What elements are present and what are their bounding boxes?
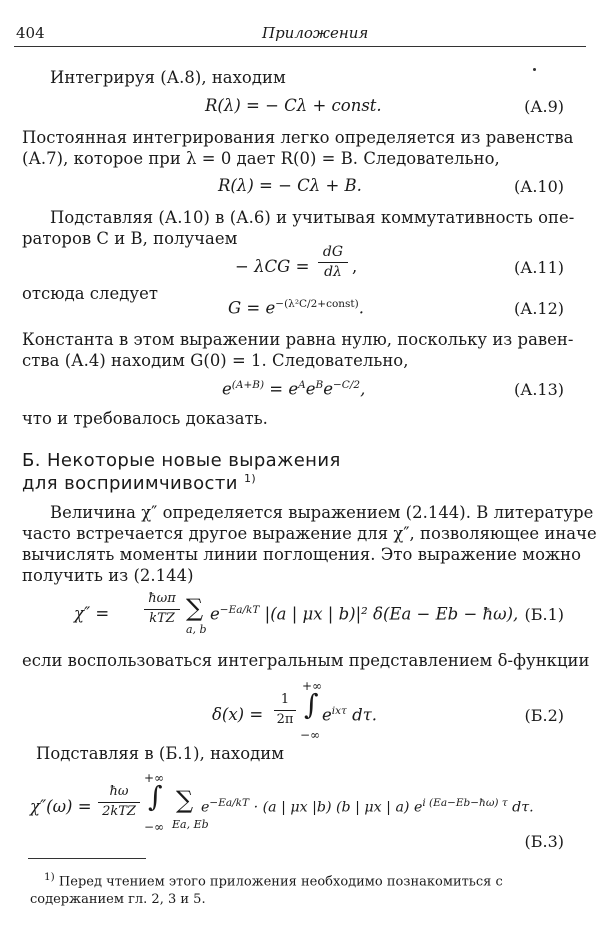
equation-b1-numerator: ħωπ [148, 591, 176, 606]
equation-a11-comma: , [352, 257, 358, 276]
equation-number-a10: (А.10) [513, 177, 564, 196]
equation-b3-integral: ∫ [148, 780, 163, 813]
equation-b2-numerator: 1 [280, 692, 290, 707]
equation-b3-sum: ∑ [176, 786, 194, 814]
paragraph-a6: что и требовалось доказать. [22, 409, 268, 428]
equation-b3-sum-index: Ea, Eb [172, 818, 209, 831]
equation-a12-base: G = e [228, 298, 276, 318]
equation-a12-exponent: −(λ²C/2+const) [275, 298, 359, 310]
heading-footnote-marker: 1) [243, 472, 257, 485]
equation-b3-numerator: ħω [109, 784, 129, 799]
equation-b2-body: $e^{ix\tau}$ dτ. [322, 705, 378, 725]
paragraph-a5-line1: Константа в этом выражении равна нулю, поскольку из равен- [22, 330, 574, 349]
paragraph-b1-line2: часто встречается другое выражение для χ″, позволяющее иначе [22, 524, 597, 543]
paragraph-a2-line1: Постоянная интегрирования легко определяется из равенства [22, 128, 574, 147]
equation-number-b1: (Б.1) [524, 605, 564, 624]
equation-b1-body: $e^{-Ea/kT}$ |(a | μx | b)|² δ(Ea − Eb − ħω), [210, 604, 519, 624]
paragraph-b1-line1: Величина χ″ определяется выражением (2.144). В литературе [50, 503, 594, 522]
equation-b3-denominator: 2kTZ [102, 804, 136, 819]
equation-a11-numerator: dG [322, 244, 344, 260]
running-title: Приложения [262, 24, 369, 42]
section-heading-line1: Б. Некоторые новые выражения [22, 450, 341, 471]
paragraph-b2: если воспользоваться интегральным представлением δ-функции [22, 651, 590, 670]
equation-a9: R(λ) = − Cλ + const. [205, 96, 382, 115]
equation-b1-sum-index: a, b [186, 623, 207, 636]
footnote-text: Перед чтением этого приложения необходимо познакомиться с содержанием гл. 2, 3 и 5. [30, 874, 503, 908]
equation-b3-fraction-bar [98, 802, 140, 803]
equation-a11-denominator: dλ [324, 264, 342, 280]
equation-b2-lower-limit: −∞ [300, 728, 321, 742]
paragraph-a3-line2: раторов C и B, получаем [22, 229, 238, 248]
equation-number-a9: (А.9) [524, 97, 564, 116]
footnote [30, 868, 575, 909]
equation-b1-sum: ∑ [186, 594, 204, 622]
paragraph-a1: Интегрируя (А.8), находим [50, 68, 286, 87]
equation-number-a12: (А.12) [513, 299, 564, 318]
equation-b3-upper-limit: +∞ [144, 771, 165, 785]
equation-b2-integral: ∫ [304, 688, 319, 721]
equation-number-b3: (Б.3) [524, 832, 564, 851]
equation-b3-lower-limit: −∞ [144, 820, 165, 834]
equation-b3-lhs: χ″(ω) = [30, 797, 92, 816]
equation-a12: $G = e^{-(\lambda^2C/2+const)}$. [228, 298, 364, 318]
paragraph-a2-line2: (А.7), которое при λ = 0 дает R(0) = B. Следовательно, [22, 149, 500, 168]
equation-a10: R(λ) = − Cλ + B. [218, 176, 362, 195]
equation-a11-fraction-bar [318, 262, 348, 263]
paragraph-b1-line3: вычислять моменты линии поглощения. Это выражение можно [22, 545, 582, 564]
paragraph-a3-line1: Подставляя (А.10) в (А.6) и учитывая коммутативность опе- [50, 208, 575, 227]
equation-b1-denominator: kTZ [149, 611, 175, 626]
equation-b1-fraction-bar [144, 609, 180, 610]
equation-number-a11: (А.11) [513, 258, 564, 277]
equation-b2-lhs: δ(x) = [212, 705, 264, 724]
page-number: 404 [16, 24, 45, 42]
equation-b2-denominator: 2π [276, 712, 294, 727]
equation-a13: $e^{(A+B)} = e^Ae^Be^{-C/2}$, [222, 379, 366, 399]
equation-b2-upper-limit: +∞ [302, 679, 323, 693]
header-rule [14, 46, 586, 47]
equation-b1-lhs: χ″ = [74, 604, 110, 623]
section-heading-line2: для восприимчивости $^{1)}$ [22, 472, 257, 494]
paragraph-b3: Подставляя в (Б.1), находим [36, 744, 285, 763]
footnote-rule [28, 858, 146, 859]
paragraph-a4: отсюда следует [22, 284, 158, 303]
paragraph-a5-line2: ства (А.4) находим G(0) = 1. Следовательно, [22, 351, 409, 370]
equation-a11-lhs: − λCG = [235, 257, 310, 276]
equation-b2-fraction-bar [274, 710, 296, 711]
equation-number-b2: (Б.2) [524, 706, 564, 725]
paragraph-b1-line4: получить из (2.144) [22, 566, 194, 585]
equation-number-a13: (А.13) [513, 380, 564, 399]
speck-mark [533, 68, 536, 71]
equation-b3-body: $e^{-Ea/kT} \cdot (a$ | μx |b) (b | μx | a) $e^{i (Ea-Eb-ħ\omega) \tau}$ dτ. [201, 797, 534, 816]
footnote-marker: 1) [44, 871, 55, 883]
